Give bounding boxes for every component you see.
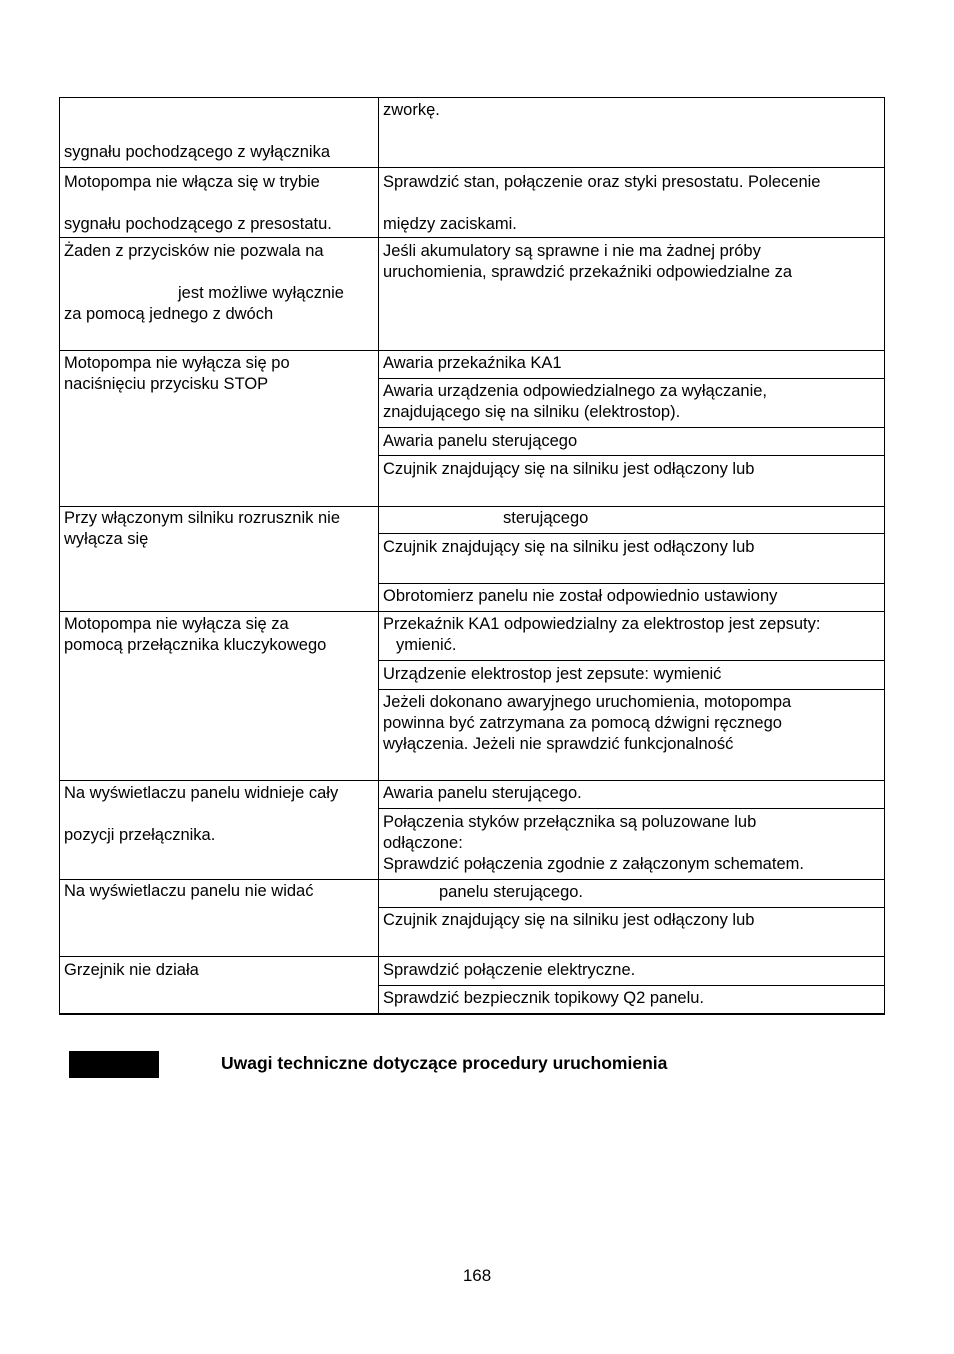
problem-text: sygnału pochodzącego z presostatu. [64,215,332,233]
cause-separator [378,689,885,690]
table-row-separator [59,780,885,781]
cause-text: między zaciskami. [383,215,517,233]
problem-text: za pomocą jednego z dwóch [64,305,274,323]
problem-text: jest możliwe wyłącznie [178,284,344,302]
cause-text: Czujnik znajdujący się na silniku jest odłączony lub [383,460,755,478]
problem-text: Grzejnik nie działa [64,961,199,979]
cause-text: uruchomienia, sprawdzić przekaźniki odpowiedzialne za [383,263,793,281]
cause-text: Połączenia styków przełącznika są poluzowane lub [383,813,757,831]
problem-text: sygnału pochodzącego z wyłącznika [64,143,330,161]
cause-text: Sprawdzić stan, połączenie oraz styki presostatu. Polecenie [383,173,821,191]
cause-text: Czujnik znajdujący się na silniku jest odłączony lub [383,911,755,929]
cause-text: panelu sterującego. [439,883,584,901]
table-border-left [59,97,60,1014]
table-row-separator [59,879,885,880]
table-border-bottom [59,1013,885,1015]
problem-text: Przy włączonym silniku rozrusznik nie [64,509,340,527]
problem-text: pozycji przełącznika. [64,826,216,844]
cause-text: Awaria panelu sterującego [383,432,578,450]
cause-text: Jeżeli dokonano awaryjnego uruchomienia, motopompa [383,693,792,711]
cause-text: Awaria panelu sterującego. [383,784,582,802]
problem-text: Motopompa nie wyłącza się po [64,354,290,372]
table-row-separator [59,350,885,351]
table-row-separator [59,237,885,238]
cause-separator [378,907,885,908]
table-row-separator [59,97,885,98]
cause-separator [378,583,885,584]
table-column-divider [378,97,379,1014]
cause-text: wyłączenia. Jeżeli nie sprawdzić funkcjonalność [383,735,734,753]
problem-text: Motopompa nie wyłącza się za [64,615,289,633]
cause-text: powinna być zatrzymana za pomocą dźwigni ręcznego [383,714,782,732]
cause-text: znajdującego się na silniku (elektrostop). [383,403,681,421]
cause-text: Awaria urządzenia odpowiedzialnego za wyłączanie, [383,382,768,400]
cause-separator [378,985,885,986]
problem-text: pomocą przełącznika kluczykowego [64,636,327,654]
cause-text: Urządzenie elektrostop jest zepsute: wymienić [383,665,722,683]
cause-text: Czujnik znajdujący się na silniku jest odłączony lub [383,538,755,556]
problem-text: Na wyświetlaczu panelu widnieje cały [64,784,339,802]
cause-separator [378,427,885,428]
cause-separator [378,660,885,661]
table-border-right [884,97,885,1014]
cause-text: sterującego [503,509,589,527]
problem-text: Żaden z przycisków nie pozwala na [64,242,324,260]
cause-text: zworkę. [383,101,440,119]
cause-text: Przekaźnik KA1 odpowiedzialny za elektrostop jest zepsuty: [383,615,821,633]
problem-text: naciśnięciu przycisku STOP [64,375,269,393]
cause-text: Sprawdzić połączenie elektryczne. [383,961,636,979]
cause-text: Awaria przekaźnika KA1 [383,354,562,372]
cause-text: ymienić. [396,636,457,654]
cause-text: odłączone: [383,834,463,852]
table-row-separator [59,956,885,957]
cause-separator [378,808,885,809]
section-title: Uwagi techniczne dotyczące procedury uruchomienia [221,1053,668,1073]
cause-text: Jeśli akumulatory są sprawne i nie ma żadnej próby [383,242,761,260]
cause-text: Sprawdzić połączenia zgodnie z załączonym schematem. [383,855,804,873]
cause-text: Obrotomierz panelu nie został odpowiednio ustawiony [383,587,778,605]
section-number-box [69,1051,159,1078]
table-row-separator [59,506,885,507]
cause-separator [378,378,885,379]
cause-separator [378,533,885,534]
table-row-separator [59,167,885,168]
problem-text: Motopompa nie włącza się w trybie [64,173,320,191]
cause-text: Sprawdzić bezpiecznik topikowy Q2 panelu. [383,989,705,1007]
cause-separator [378,455,885,456]
page-number: 168 [462,1266,492,1285]
problem-text: wyłącza się [64,530,149,548]
table-row-separator [59,611,885,612]
problem-text: Na wyświetlaczu panelu nie widać [64,882,314,900]
